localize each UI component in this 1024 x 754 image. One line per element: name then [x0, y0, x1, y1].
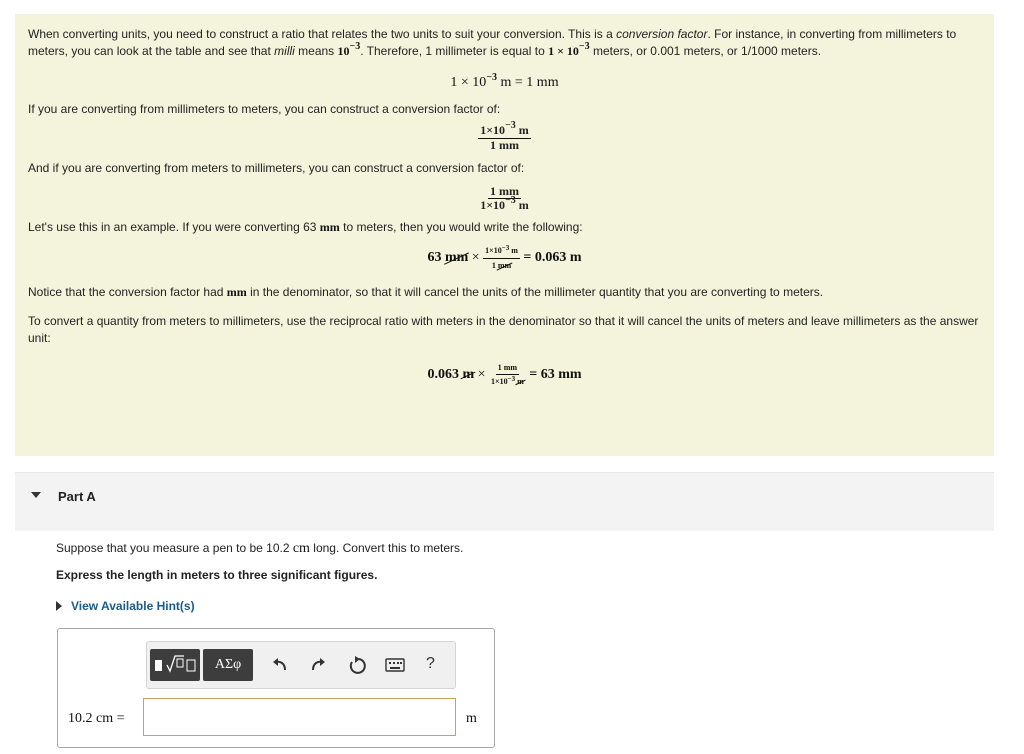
unit-cm: cm [292, 541, 310, 556]
example-result: = 63 mm [529, 367, 582, 383]
unit-mm: mm [319, 220, 340, 234]
numerator-unit: m [515, 123, 529, 137]
exponent: −3 [505, 195, 516, 206]
exponent: −3 [501, 244, 510, 252]
intro-text: . For instance, in converting from millimeters to meters, you can look at the table and see that [28, 27, 957, 58]
numerator-unit: m [509, 246, 518, 255]
fraction-numerator: 1 mm [489, 184, 519, 198]
collapse-caret-icon[interactable] [31, 492, 41, 498]
math-toolbar [146, 641, 456, 689]
fraction-denominator [489, 375, 526, 389]
part-a-header[interactable] [15, 472, 994, 531]
fraction-numerator [483, 244, 520, 259]
intro-paragraph-3: And if you are converting from meters to millimeters, you can construct a conversion factor of: [28, 161, 525, 175]
undo-icon[interactable] [271, 655, 289, 678]
intro-text: Notice that the conversion factor had [28, 285, 227, 299]
example-m-to-mm [28, 361, 981, 391]
intro-text: Let's use this in an example. If you were converting 63 [28, 220, 320, 234]
example-mm-to-m [28, 244, 981, 274]
greek-symbols-button[interactable]: ΑΣφ [203, 649, 253, 681]
numerator-text: 1×10 [480, 123, 506, 137]
intro-text: means [294, 44, 338, 58]
fraction-denominator [490, 259, 513, 272]
denominator-unit: m [515, 198, 529, 212]
fraction-root-template-icon [150, 649, 200, 681]
fraction-numerator: 1 mm [496, 361, 519, 375]
denominator-text: 1 [491, 261, 496, 270]
cancelled-unit: mm [444, 250, 469, 266]
fraction [483, 244, 520, 272]
exponent: −3 [507, 375, 516, 383]
fraction [478, 120, 531, 152]
fraction-root-template-button[interactable] [150, 649, 200, 681]
intro-text: in the denominator, so that it will cancel the units of the millimeter quantity that you are converting to meters. [246, 285, 824, 299]
question-part: long. Convert this to meters. [309, 541, 464, 555]
denominator-text: 1×10 [491, 377, 508, 386]
conversion-factor-mm-to-m [28, 120, 981, 154]
fraction [489, 361, 526, 389]
answer-panel [57, 628, 495, 748]
answer-input[interactable] [143, 698, 456, 736]
intro-text: When converting units, you need to construct a ratio that relates the two units to suit your conversion. This is a [28, 27, 617, 41]
equation-part: m = 1 mm [497, 75, 559, 90]
cancelled-unit: m [462, 367, 475, 383]
intro-paragraph-2: If you are converting from millimeters to meters, you can construct a conversion factor of: [28, 102, 501, 116]
milli-term: milli [274, 44, 295, 58]
intro-text: to meters, then you would write the following: [339, 220, 583, 234]
question-part: Suppose that you measure a pen to be 10.2 [56, 541, 293, 555]
keyboard-icon[interactable] [385, 657, 405, 676]
unit-mm: mm [226, 285, 247, 299]
answer-unit: m [466, 711, 477, 726]
example-result: = 0.063 m [523, 250, 582, 266]
inline-equation: 1 × 10 [548, 44, 579, 58]
view-hints-link[interactable] [56, 599, 195, 613]
intro-text: meters, or 0.001 meters, or 1/1000 meters. [589, 44, 822, 58]
hint-label: View Available Hint(s) [71, 599, 195, 613]
intro-text: . Therefore, 1 millimeter is equal to [360, 44, 549, 58]
times-sign: × [471, 250, 480, 266]
fraction-denominator: 1 mm [489, 138, 519, 152]
exponent: −3 [578, 41, 590, 52]
intro-paragraph-1 [28, 26, 981, 61]
question-text [56, 541, 463, 557]
equation-1 [28, 72, 981, 95]
times-sign: × [477, 367, 486, 383]
intro-panel [15, 14, 994, 456]
reset-icon[interactable] [347, 655, 367, 678]
equation-part: 1 × 10 [450, 75, 487, 90]
instruction-text: Express the length in meters to three significant figures. [56, 568, 378, 582]
exponent: −3 [486, 72, 498, 83]
example-value: 0.063 [427, 367, 459, 383]
intro-paragraph-6: To convert a quantity from meters to millimeters, use the reciprocal ratio with meters in the denominator so that it will cancel the units of meters and leave millimeters as the answer unit: [28, 314, 979, 345]
conversion-factor-m-to-mm [28, 185, 981, 215]
fraction [478, 185, 531, 213]
redo-icon[interactable] [309, 655, 327, 678]
example-value: 63 [427, 250, 442, 266]
cancelled-unit: mm [497, 261, 512, 270]
power-ten: 10 [337, 44, 350, 58]
exponent: −3 [505, 120, 516, 131]
numerator-text: 1×10 [485, 246, 502, 255]
denominator-text: 1×10 [480, 198, 506, 212]
help-button[interactable]: ? [426, 655, 435, 672]
part-a-title: Part A [58, 489, 96, 504]
expand-caret-icon [56, 601, 62, 611]
exponent: −3 [349, 41, 361, 52]
answer-label: 10.2 cm = [68, 711, 125, 726]
fraction-denominator [478, 195, 531, 213]
intro-paragraph-4 [28, 219, 981, 236]
fraction-numerator [478, 120, 531, 139]
conversion-factor-term: conversion factor [616, 27, 708, 41]
cancelled-unit: m [517, 377, 524, 386]
intro-paragraph-5 [28, 284, 981, 301]
